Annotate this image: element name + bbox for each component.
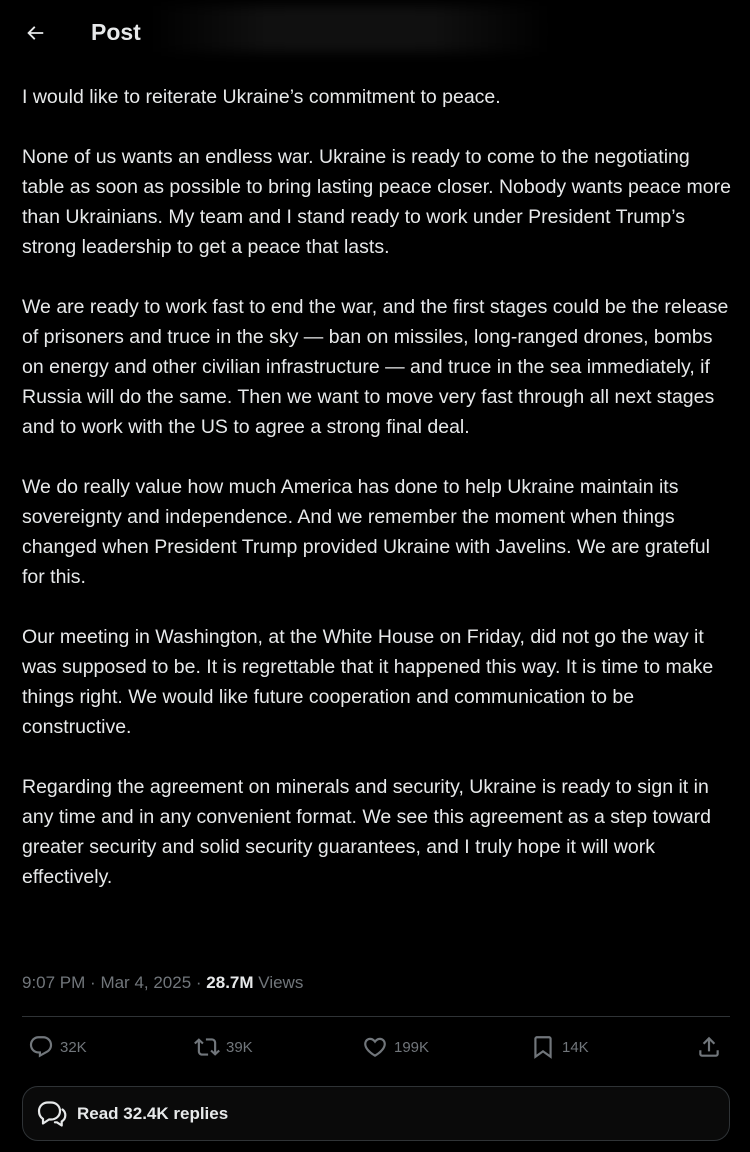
read-replies-button[interactable] xyxy=(22,1086,730,1141)
post-text xyxy=(22,82,734,892)
page-title: Post xyxy=(91,19,141,45)
bookmark-count: 14K xyxy=(562,1038,589,1056)
views-count: 28.7M xyxy=(206,973,254,992)
post-time[interactable]: 9:07 PM xyxy=(22,973,86,992)
speech-bubble-icon xyxy=(28,1034,54,1060)
post-paragraph: We are ready to work fast to end the war, and the first stages could be the release of prisoners and truce in the sky — ban on missiles, long-ranged drones, bombs on energy and other civilian infrastructure — and truce in the sea immediately, if Russia will do the same. Then we want to move very fast through all next stages and to work with the US to agree a strong final deal. xyxy=(22,296,729,438)
post-meta xyxy=(22,970,303,996)
heart-icon xyxy=(362,1034,388,1060)
read-replies-label: Read 32.4K replies xyxy=(77,1103,229,1123)
bookmark-button[interactable] xyxy=(530,1027,589,1067)
like-button[interactable] xyxy=(362,1027,429,1067)
bookmark-icon xyxy=(530,1034,556,1060)
repost-arrows-icon xyxy=(194,1034,220,1060)
repost-count: 39K xyxy=(226,1038,253,1056)
back-button[interactable] xyxy=(16,14,54,52)
blurred-header-overlay xyxy=(150,6,550,52)
share-button[interactable] xyxy=(696,1027,722,1067)
meta-separator: · xyxy=(90,973,101,992)
repost-button[interactable] xyxy=(194,1027,253,1067)
divider xyxy=(22,1016,730,1017)
views-label: Views xyxy=(258,973,304,992)
post-date[interactable]: Mar 4, 2025 xyxy=(100,973,192,992)
post-paragraph: We do really value how much America has done to help Ukraine maintain its sovereignty and independence. And we remember the moment when things changed when President Trump provided Ukraine with Javelins. We are grateful for this. xyxy=(22,476,710,588)
like-count: 199K xyxy=(394,1038,430,1056)
post-paragraph: Our meeting in Washington, at the White House on Friday, did not go the way it was supposed to be. It is regrettable that it happened this way. It is time to make things right. We would like future cooperation and communication to be constructive. xyxy=(22,626,714,738)
chat-bubbles-icon xyxy=(35,1097,69,1131)
reply-count: 32K xyxy=(60,1038,87,1056)
reply-button[interactable] xyxy=(28,1027,87,1067)
top-bar xyxy=(0,0,750,66)
post-paragraph: I would like to reiterate Ukraine’s commitment to peace. xyxy=(22,86,501,108)
meta-separator: · xyxy=(195,973,207,992)
post-paragraph: None of us wants an endless war. Ukraine is ready to come to the negotiating table as soon as possible to bring lasting peace closer. Nobody wants peace more than Ukrainians. My team and I stand ready to work under President Trump’s strong leadership to get a peace that lasts. xyxy=(22,146,731,258)
arrow-left-icon xyxy=(24,22,46,44)
share-upload-icon xyxy=(696,1034,722,1060)
post-paragraph: Regarding the agreement on minerals and security, Ukraine is ready to sign it in any time and in any convenient format. We see this agreement as a step toward greater security and solid security guarantees, and I truly hope it will work effectively. xyxy=(22,776,712,888)
action-bar xyxy=(22,1027,730,1067)
